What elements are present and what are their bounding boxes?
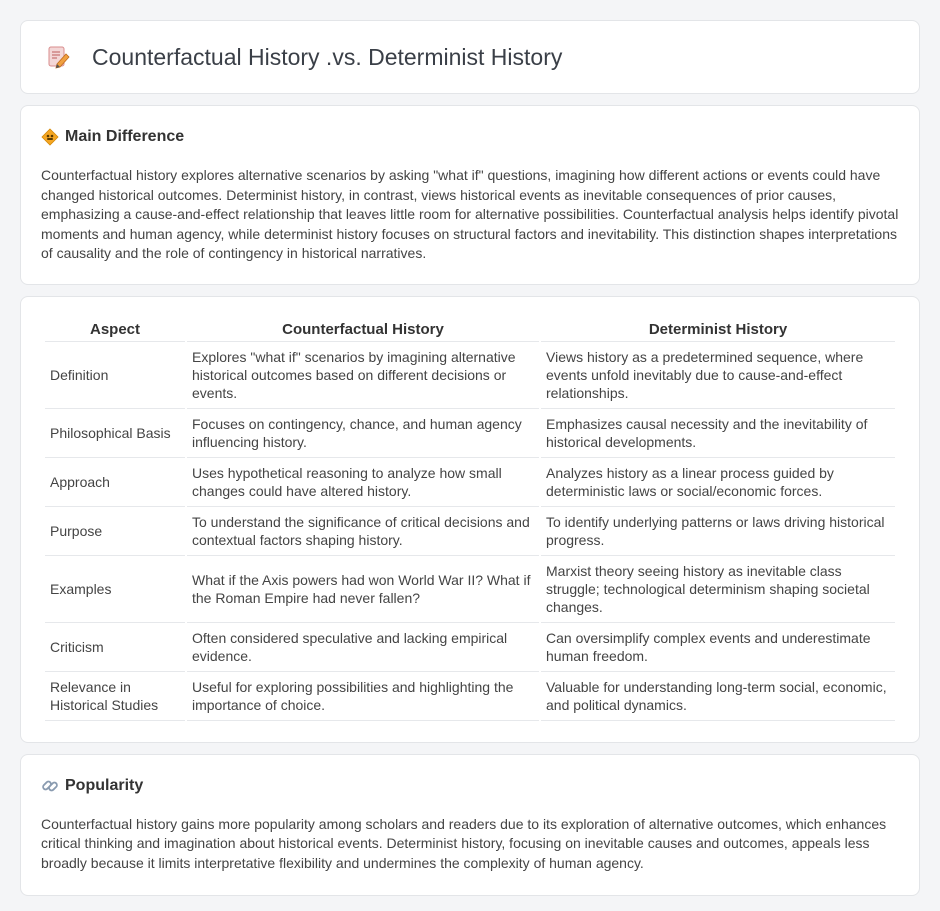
row-counterfactual: To understand the significance of critical decisions and contextual factors shaping history.: [187, 506, 539, 555]
main-difference-text: Counterfactual history explores alternative scenarios by asking "what if" questions, imagining how different actions or events could have changed historical outcomes. Determinist history, in contrast, views historical events as inevitable consequences of prior causes, emphasizing a cause-and-effect relationship that leaves little room for alternative possibilities. Counterfactual analysis helps identify pivotal moments and human agency, while determinist history focuses on structural factors and inevitability. This distinction shapes interpretations of causality and the role of contingency in historical narratives.: [41, 167, 899, 261]
row-counterfactual: Explores "what if" scenarios by imagining alternative historical outcomes based on different decisions or events.: [187, 341, 539, 408]
table-row: [45, 622, 895, 671]
popularity-title: Popularity: [65, 776, 144, 794]
comparison-card: [20, 296, 920, 743]
row-counterfactual: Focuses on contingency, chance, and human agency influencing history.: [187, 408, 539, 457]
row-aspect: Examples: [45, 555, 185, 622]
table-row: [45, 555, 895, 622]
popularity-text: Counterfactual history gains more popularity among scholars and readers due to its exploration of alternative outcomes, which enhances critical thinking and imagination about historical events. Determinist history, focusing on inevitable causes and outcomes, appeals less broadly because it limits interpretative flexibility and undermines the complexity of human agency.: [41, 815, 887, 871]
row-aspect: Philosophical Basis: [45, 408, 185, 457]
popularity-card: [20, 754, 920, 897]
row-determinist: Views history as a predetermined sequence, where events unfold inevitably due to cause-and-effect relationships.: [541, 341, 895, 408]
main-difference-header: [41, 128, 899, 146]
row-aspect: Approach: [45, 457, 185, 506]
row-aspect: Criticism: [45, 622, 185, 671]
row-counterfactual: Uses hypothetical reasoning to analyze how small changes could have altered history.: [187, 457, 539, 506]
main-difference-card: [20, 105, 920, 285]
table-header-row: [45, 319, 895, 341]
row-counterfactual: Useful for exploring possibilities and highlighting the importance of choice.: [187, 671, 539, 721]
row-determinist: To identify underlying patterns or laws driving historical progress.: [541, 506, 895, 555]
table-row: [45, 671, 895, 721]
comparison-table: [43, 319, 897, 721]
row-determinist: Analyzes history as a linear process guided by deterministic laws or social/economic forces.: [541, 457, 895, 506]
page-title: Counterfactual History .vs. Determinist History: [92, 43, 563, 70]
row-aspect: Purpose: [45, 506, 185, 555]
document-pencil-icon: [45, 44, 71, 70]
link-icon: [41, 777, 59, 795]
row-determinist: Emphasizes causal necessity and the inevitability of historical developments.: [541, 408, 895, 457]
table-row: [45, 408, 895, 457]
row-determinist: Marxist theory seeing history as inevitable class struggle; technological determinism shaping societal changes.: [541, 555, 895, 622]
header-counterfactual: Counterfactual History: [282, 321, 444, 338]
header-determinist: Determinist History: [648, 321, 788, 338]
popularity-header: [41, 777, 899, 795]
row-aspect: Relevance in Historical Studies: [45, 671, 185, 721]
header-aspect: Aspect: [89, 321, 141, 338]
main-difference-title: Main Difference: [65, 128, 185, 145]
row-counterfactual: What if the Axis powers had won World War II? What if the Roman Empire had never fallen?: [187, 555, 539, 622]
table-row: [45, 457, 895, 506]
row-aspect: Definition: [45, 341, 185, 408]
table-row: [45, 506, 895, 555]
title-card: [20, 20, 920, 94]
row-determinist: Can oversimplify complex events and underestimate human freedom.: [541, 622, 895, 671]
row-counterfactual: Often considered speculative and lacking empirical evidence.: [187, 622, 539, 671]
diamond-sign-icon: [41, 128, 59, 146]
row-determinist: Valuable for understanding long-term social, economic, and political dynamics.: [541, 671, 895, 721]
table-row: [45, 341, 895, 408]
